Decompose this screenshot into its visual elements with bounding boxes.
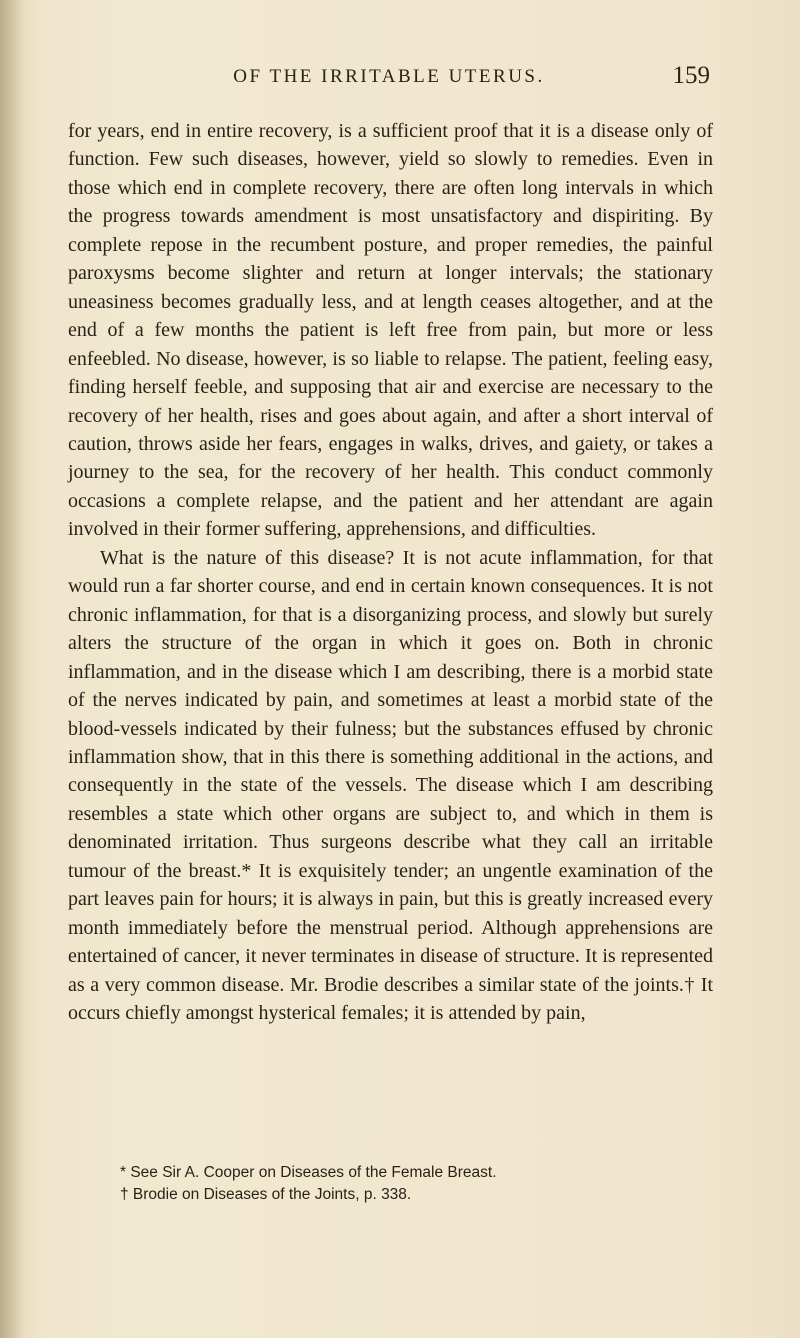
- body-text: [68, 117, 713, 1028]
- footnotes: [68, 1162, 713, 1206]
- spine-shadow: [0, 0, 26, 1338]
- running-head: [68, 62, 710, 92]
- page-number: 159: [672, 62, 710, 89]
- footnote-brodie: † Brodie on Diseases of the Joints, p. 338.: [120, 1186, 412, 1203]
- paragraph-nature-of-disease: What is the nature of this disease? It is not acute inflammation, for that would run a far shorter course, and end in certain known consequences. It is not chronic inflammation, for that is a disorganizing process, and slowly but surely alters the structure of the organ in which it goes on. Both in chronic inflammation, and in the disease which I am describing, there is a morbid state of the nerves indicated by pain, and sometimes at least a morbid state of the blood-vessels indicated by their fulness; but the substances effused by chronic inflammation show, that in this there is something additional in the actions, and consequently in the state of the vessels. The disease which I am describing resembles a state which other organs are subject to, and which in them is denominated irritation. Thus surgeons describe what they call an irritable tumour of the breast.* It is exquisitely tender; an ungentle examination of the part leaves pain for hours; it is always in pain, but this is greatly increased every month immediately before the menstrual period. Although apprehensions are entertained of cancer, it never terminates in disease of structure. It is represented as a very common disease. Mr. Brodie describes a similar state of the joints.† It occurs chiefly amongst hysterical females; it is attended by pain,: [68, 546, 713, 1025]
- running-title: OF THE IRRITABLE UTERUS.: [233, 66, 545, 87]
- paragraph-continued: for years, end in entire recovery, is a sufficient proof that it is a disease only of function. Few such diseases, however, yield so slowly to remedies. Even in those which end in complete recovery, there are often long intervals in which the progress towards amendment is most unsatisfactory and dispiriting. By complete repose in the recumbent posture, and proper remedies, the painful paroxysms become slighter and return at longer intervals; the stationary uneasiness becomes gradually less, and at length ceases altogether, and at the end of a few months the patient is left free from pain, but more or less enfeebled. No disease, however, is so liable to relapse. The patient, feeling easy, finding herself feeble, and supposing that air and exercise are necessary to the recovery of her health, rises and goes about again, and after a short interval of caution, throws aside her fears, engages in walks, drives, and gaiety, or takes a journey to the sea, for the recovery of her health. This conduct commonly occasions a complete relapse, and the patient and her attendant are again involved in their former suffering, apprehensions, and difficulties.: [68, 120, 713, 541]
- footnote-cooper: * See Sir A. Cooper on Diseases of the Female Breast.: [120, 1164, 497, 1181]
